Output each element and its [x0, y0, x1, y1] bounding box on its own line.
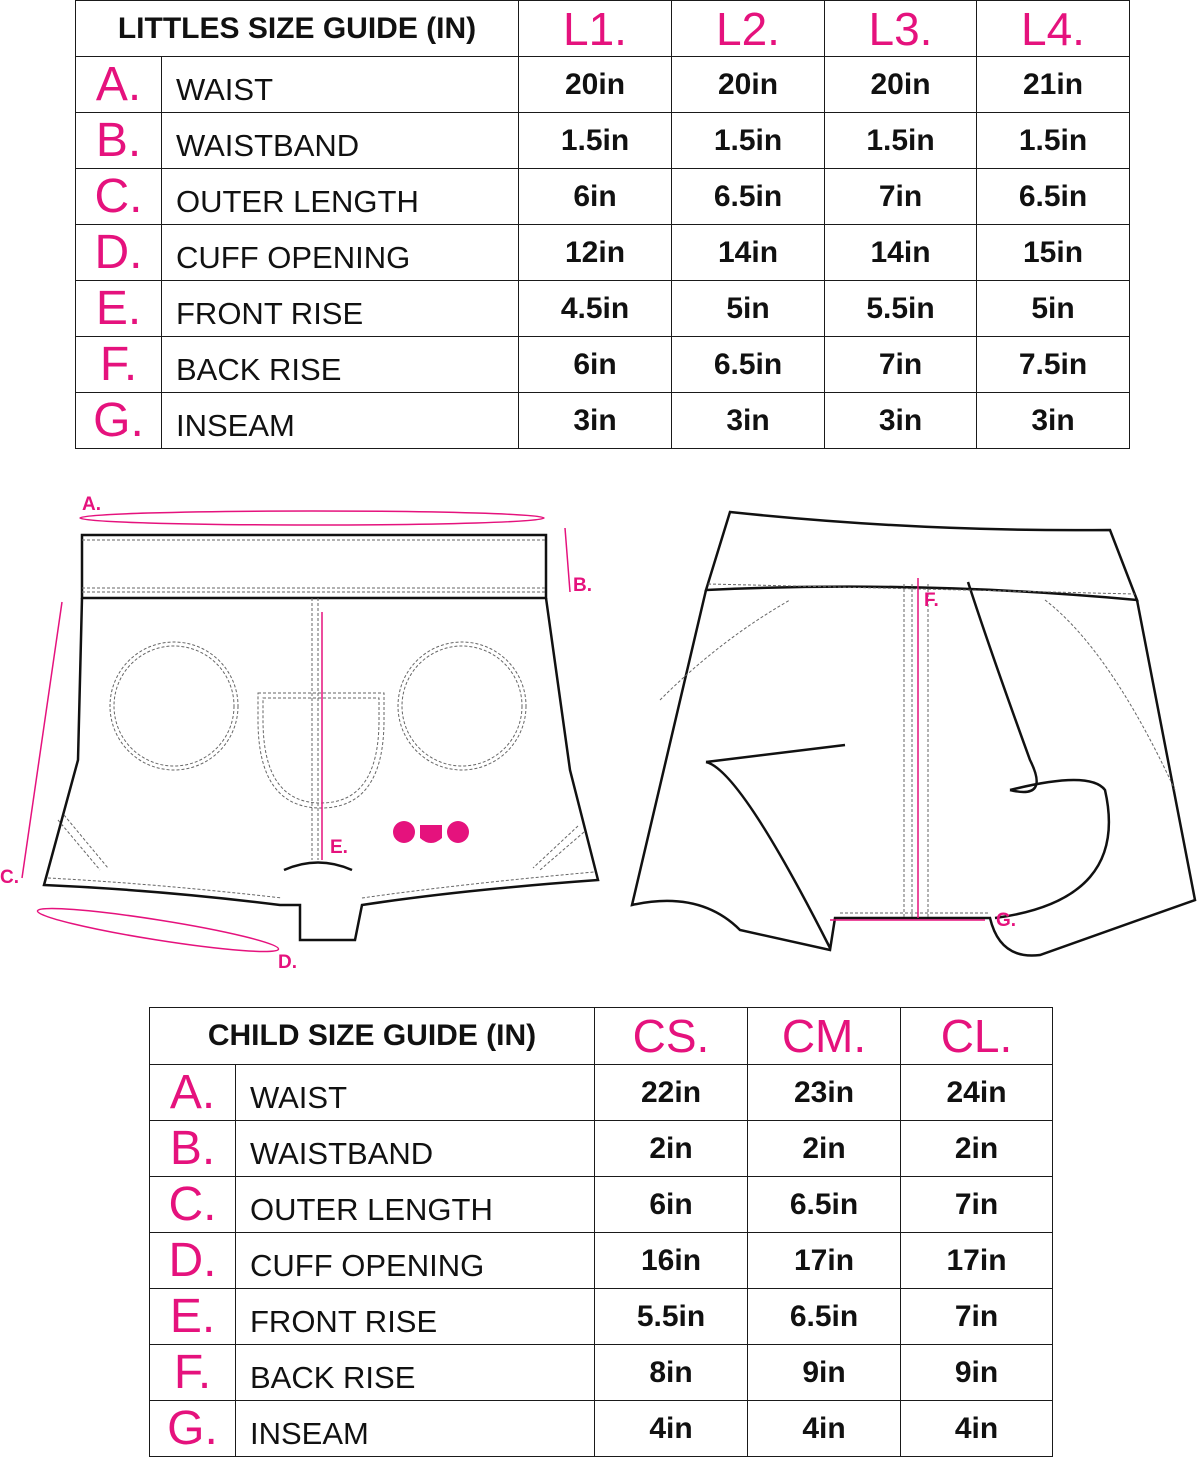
size-value: 15in: [977, 225, 1130, 281]
littles-row-front-rise: [76, 281, 1130, 337]
marker-f: F.: [924, 590, 939, 611]
size-value: 5in: [672, 281, 825, 337]
row-label: FRONT RISE: [236, 1289, 595, 1345]
size-value: 6in: [595, 1177, 748, 1233]
row-letter: F.: [150, 1345, 236, 1401]
row-letter: E.: [76, 281, 162, 337]
littles-row-back-rise: [76, 337, 1130, 393]
row-label: CUFF OPENING: [162, 225, 519, 281]
child-row-outer-length: [150, 1177, 1053, 1233]
size-value: 7in: [901, 1177, 1053, 1233]
littles-header-row: [76, 1, 1130, 57]
row-letter: B.: [150, 1121, 236, 1177]
row-letter: D.: [76, 225, 162, 281]
size-header-l4: L4.: [977, 1, 1130, 57]
size-value: 2in: [748, 1121, 901, 1177]
size-value: 6.5in: [977, 169, 1130, 225]
child-row-cuff-opening: [150, 1233, 1053, 1289]
size-value: 20in: [825, 57, 977, 113]
child-size-table: [149, 1007, 1053, 1457]
size-value: 5in: [977, 281, 1130, 337]
size-header-cm: CM.: [748, 1008, 901, 1065]
row-letter: G.: [76, 393, 162, 449]
row-letter: D.: [150, 1233, 236, 1289]
face-logo: [393, 821, 469, 843]
size-value: 17in: [901, 1233, 1053, 1289]
size-header-cl: CL.: [901, 1008, 1053, 1065]
row-letter: A.: [150, 1065, 236, 1121]
size-value: 7in: [825, 169, 977, 225]
row-label: FRONT RISE: [162, 281, 519, 337]
marker-d: D.: [278, 952, 297, 973]
child-row-waist: [150, 1065, 1053, 1121]
marker-c: C.: [0, 867, 19, 888]
child-row-front-rise: [150, 1289, 1053, 1345]
size-value: 20in: [672, 57, 825, 113]
size-value: 5.5in: [825, 281, 977, 337]
row-label: OUTER LENGTH: [162, 169, 519, 225]
size-value: 20in: [519, 57, 672, 113]
size-value: 3in: [519, 393, 672, 449]
child-header-row: [150, 1008, 1053, 1065]
size-header-l1: L1.: [519, 1, 672, 57]
size-value: 8in: [595, 1345, 748, 1401]
marker-b: B.: [573, 575, 592, 596]
size-value: 1.5in: [672, 113, 825, 169]
size-header-l3: L3.: [825, 1, 977, 57]
back-view-illustration: [632, 512, 1195, 956]
littles-row-inseam: [76, 393, 1130, 449]
size-value: 6.5in: [672, 337, 825, 393]
size-value: 2in: [595, 1121, 748, 1177]
size-value: 9in: [901, 1345, 1053, 1401]
row-label: WAISTBAND: [162, 113, 519, 169]
front-view-illustration: [44, 535, 598, 940]
size-value: 3in: [825, 393, 977, 449]
row-label: INSEAM: [236, 1401, 595, 1457]
size-header-cs: CS.: [595, 1008, 748, 1065]
size-value: 4in: [748, 1401, 901, 1457]
row-label: OUTER LENGTH: [236, 1177, 595, 1233]
child-title: CHILD SIZE GUIDE (IN): [150, 1008, 595, 1065]
child-row-back-rise: [150, 1345, 1053, 1401]
size-value: 24in: [901, 1065, 1053, 1121]
size-value: 2in: [901, 1121, 1053, 1177]
littles-row-cuff-opening: [76, 225, 1130, 281]
size-value: 1.5in: [519, 113, 672, 169]
row-label: WAIST: [236, 1065, 595, 1121]
size-value: 16in: [595, 1233, 748, 1289]
row-label: CUFF OPENING: [236, 1233, 595, 1289]
size-value: 6.5in: [672, 169, 825, 225]
size-value: 6.5in: [748, 1289, 901, 1345]
size-value: 5.5in: [595, 1289, 748, 1345]
size-value: 12in: [519, 225, 672, 281]
size-value: 14in: [825, 225, 977, 281]
row-label: INSEAM: [162, 393, 519, 449]
size-value: 14in: [672, 225, 825, 281]
size-value: 1.5in: [977, 113, 1130, 169]
row-letter: C.: [76, 169, 162, 225]
size-value: 3in: [672, 393, 825, 449]
child-row-inseam: [150, 1401, 1053, 1457]
marker-a: A.: [82, 494, 101, 515]
row-letter: F.: [76, 337, 162, 393]
row-letter: A.: [76, 57, 162, 113]
row-letter: G.: [150, 1401, 236, 1457]
row-label: WAISTBAND: [236, 1121, 595, 1177]
child-row-waistband: [150, 1121, 1053, 1177]
row-letter: B.: [76, 113, 162, 169]
size-value: 22in: [595, 1065, 748, 1121]
size-value: 6in: [519, 169, 672, 225]
size-value: 7.5in: [977, 337, 1130, 393]
row-label: BACK RISE: [236, 1345, 595, 1401]
littles-size-table: [75, 0, 1130, 449]
size-value: 17in: [748, 1233, 901, 1289]
size-value: 7in: [901, 1289, 1053, 1345]
size-value: 1.5in: [825, 113, 977, 169]
row-letter: E.: [150, 1289, 236, 1345]
shorts-measurement-diagram: [0, 485, 1200, 985]
size-value: 3in: [977, 393, 1130, 449]
size-value: 4in: [595, 1401, 748, 1457]
littles-row-waistband: [76, 113, 1130, 169]
size-value: 23in: [748, 1065, 901, 1121]
size-value: 9in: [748, 1345, 901, 1401]
row-label: BACK RISE: [162, 337, 519, 393]
size-value: 21in: [977, 57, 1130, 113]
row-label: WAIST: [162, 57, 519, 113]
littles-row-outer-length: [76, 169, 1130, 225]
size-value: 4.5in: [519, 281, 672, 337]
littles-row-waist: [76, 57, 1130, 113]
size-value: 4in: [901, 1401, 1053, 1457]
row-letter: C.: [150, 1177, 236, 1233]
size-value: 7in: [825, 337, 977, 393]
size-header-l2: L2.: [672, 1, 825, 57]
marker-e: E.: [330, 837, 348, 858]
marker-g: G.: [996, 910, 1017, 931]
littles-title: LITTLES SIZE GUIDE (IN): [76, 1, 519, 57]
size-value: 6in: [519, 337, 672, 393]
size-value: 6.5in: [748, 1177, 901, 1233]
